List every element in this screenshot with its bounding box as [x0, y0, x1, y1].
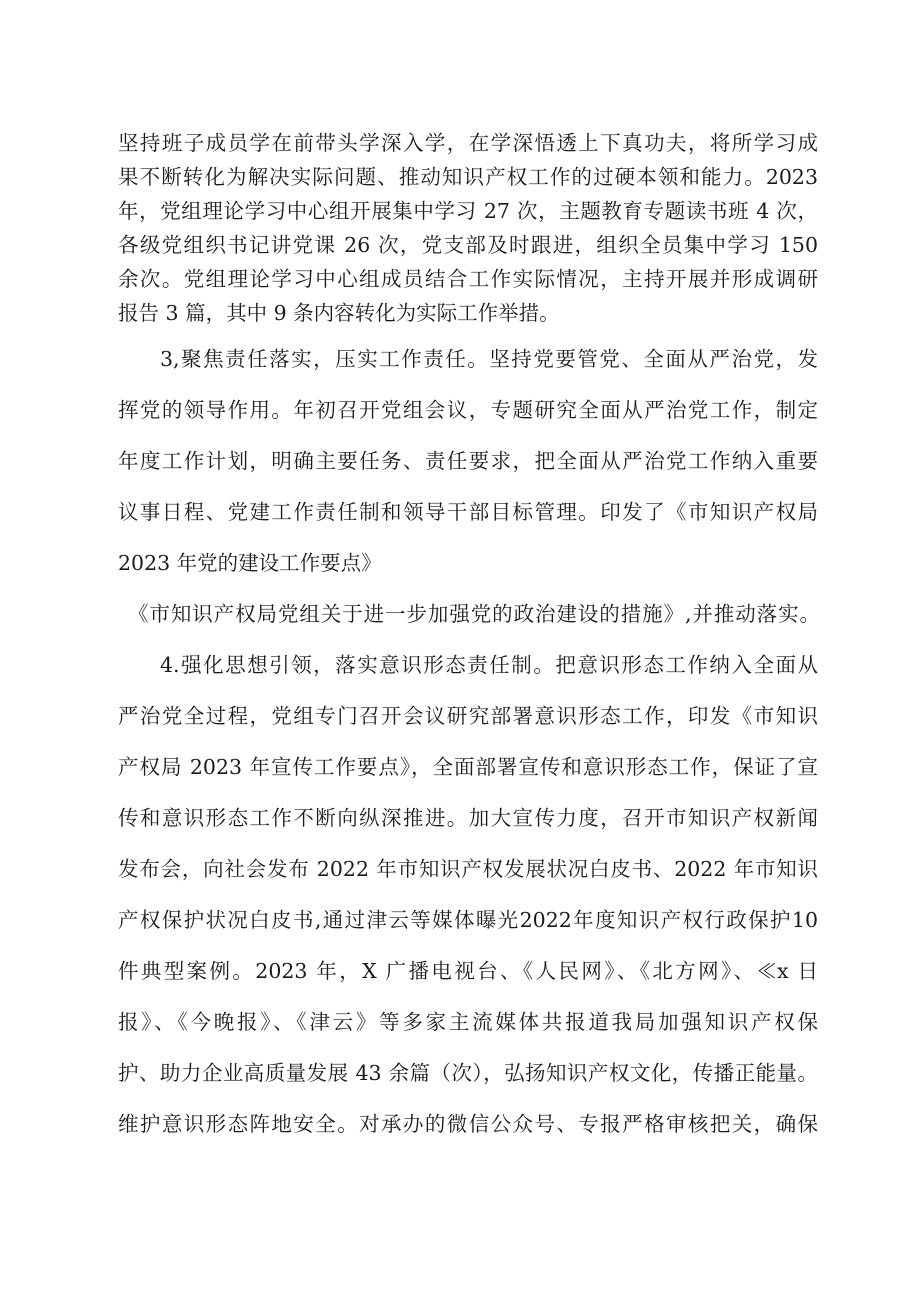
paragraph-line: 报》、《今晚报》、《津云》等多家主流媒体共报道我局加强知识产权保	[118, 1010, 818, 1034]
paragraph-line: 各级党组织书记讲党课 26 次，党支部及时跟进，组织全员集中学习 150	[118, 233, 818, 257]
paragraph-line: 4.强化思想引领，落实意识形态责任制。把意识形态工作纳入全面从	[160, 653, 818, 677]
paragraph-line: 传和意识形态工作不断向纵深推进。加大宣传力度，召开市知识产权新闻	[118, 806, 818, 830]
paragraph-line: 果不断转化为解决实际问题、推动知识产权工作的过硬本领和能力。2023	[118, 165, 818, 189]
paragraph-line: 护、助力企业高质量发展 43 余篇（次），弘扬知识产权文化，传播正能量。	[118, 1061, 818, 1085]
paragraph-line: 报告 3 篇，其中 9 条内容转化为实际工作举措。	[118, 301, 560, 325]
paragraph-line: 《市知识产权局党组关于进一步加强党的政治建设的措施》,并推动落实。	[128, 602, 820, 626]
paragraph-line: 余次。党组理论学习中心组成员结合工作实际情况，主持开展并形成调研	[118, 267, 818, 291]
paragraph-line: 件典型案例。2023 年，X 广播电视台、《人民网》、《北方网》、≪x 日	[118, 959, 818, 983]
paragraph-line: 年度工作计划，明确主要任务、责任要求，把全面从严治党工作纳入重要	[118, 449, 818, 473]
paragraph-line: 维护意识形态阵地安全。对承办的微信公众号、专报严格审核把关，确保	[118, 1112, 818, 1136]
paragraph-line: 发布会，向社会发布 2022 年市知识产权发展状况白皮书、2022 年市知识	[118, 857, 818, 881]
paragraph-line: 3,聚焦责任落实，压实工作责任。坚持党要管党、全面从严治党，发	[160, 347, 818, 371]
paragraph-line: 2023 年党的建设工作要点》	[118, 551, 382, 575]
paragraph-line: 产权局 2023 年宣传工作要点》，全面部署宣传和意识形态工作，保证了宣	[118, 755, 818, 779]
paragraph-line: 严治党全过程，党组专门召开会议研究部署意识形态工作，印发《市知识	[118, 704, 818, 728]
paragraph-line: 坚持班子成员学在前带头学深入学，在学深悟透上下真功夫，将所学习成	[118, 131, 818, 155]
paragraph-line: 产权保护状况白皮书,通过津云等媒体曝光2022年度知识产权行政保护10	[118, 908, 818, 932]
paragraph-line: 议事日程、党建工作责任制和领导干部目标管理。印发了《市知识产权局	[118, 500, 818, 524]
paragraph-line: 年，党组理论学习中心组开展集中学习 27 次，主题教育专题读书班 4 次，	[118, 199, 818, 223]
paragraph-line: 挥党的领导作用。年初召开党组会议，专题研究全面从严治党工作，制定	[118, 398, 818, 422]
